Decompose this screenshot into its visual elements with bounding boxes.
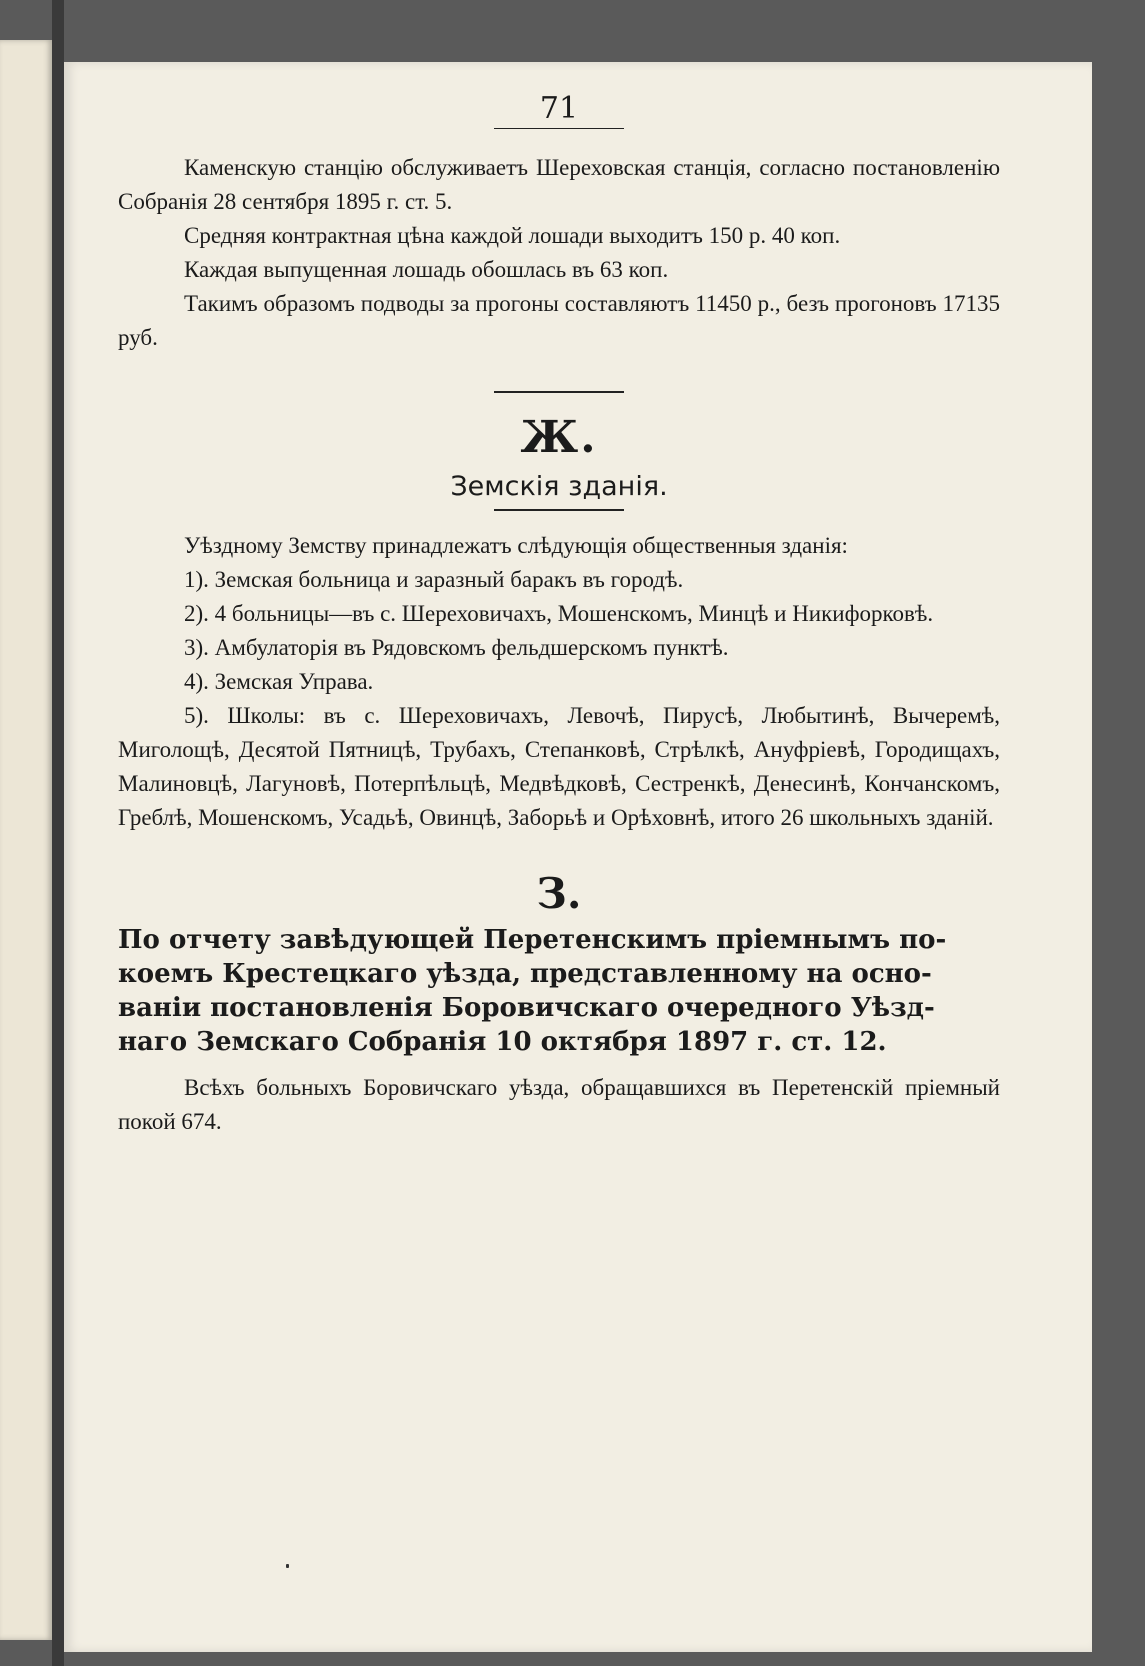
paragraph-kamenskaya-station: Каменскую станцію обслуживаетъ Шереховская станція, согласно постановленію Собранія 28 сентября 1895 г. ст. 5.	[118, 155, 1000, 214]
list-item-ambulatory: 3). Амбулаторія въ Рядовскомъ фельдшерскомъ пунктѣ.	[184, 635, 729, 660]
book-gutter	[52, 0, 64, 1666]
page-number: 71	[494, 92, 624, 129]
list-item-zemstvo-board: 4). Земская Управа.	[184, 669, 374, 694]
heading-line: ваніи постановленія Боровичскаго очередного Уѣзд-	[118, 993, 935, 1023]
list-item-schools: 5). Школы: въ с. Шереховичахъ, Левочѣ, Пирусѣ, Любытинѣ, Вычеремѣ, Миголощѣ, Десятой Пятницѣ, Трубахъ, Степанковѣ, Стрѣлкѣ, Ануфріевѣ, Городищахъ, Малиновцѣ, Лагуновѣ, Потерпѣльцѣ, Медвѣдковѣ, Сестренкѣ, Денесинѣ, Кончанскомъ, Греблѣ, Мошенскомъ, Усадьѣ, Овинцѣ, Заборьѣ и Орѣховнѣ, итого 26 школьныхъ зданій.	[118, 703, 1000, 830]
heading-line: По отчету завѣдующей Перетенскимъ пріемнымъ по-	[118, 925, 947, 955]
previous-page-edge	[0, 40, 52, 1640]
section-letter-z: З.	[536, 869, 582, 918]
document-page	[64, 62, 1092, 1652]
section-title-zemstvo-buildings: Земскія зданія.	[450, 471, 668, 502]
section-letter-zh: Ж.	[520, 412, 598, 463]
paragraph-average-price: Средняя контрактная цѣна каждой лошади выходитъ 150 р. 40 коп.	[184, 223, 841, 248]
section-divider	[494, 391, 624, 393]
list-item-hospital: 1). Земская больница и заразный баракъ въ городѣ.	[184, 567, 684, 592]
print-speck	[286, 1564, 289, 1568]
paragraph-horse-cost: Каждая выпущенная лошадь обошлась въ 63 коп.	[184, 257, 669, 282]
page-content	[118, 92, 1000, 1139]
paragraph-patients-count: Всѣхъ больныхъ Боровичскаго уѣзда, обращавшихся въ Перетенскій пріемный покой 674.	[118, 1075, 1000, 1134]
heading-line: коемъ Крестецкаго уѣзда, представленному на осно-	[118, 959, 932, 989]
title-underline	[494, 509, 624, 511]
paragraph-total-cost: Такимъ образомъ подводы за прогоны составляютъ 11450 р., безъ прогоновъ 17135 руб.	[118, 291, 1000, 350]
heading-line: наго Земскаго Собранія 10 октября 1897 г. ст. 12.	[118, 1027, 887, 1057]
section-heading-peretenka-report	[118, 923, 1000, 1059]
paragraph-buildings-intro: Уѣздному Земству принадлежатъ слѣдующія общественныя зданія:	[184, 533, 848, 558]
list-item-hospitals: 2). 4 больницы—въ с. Шереховичахъ, Мошенскомъ, Минцѣ и Никифорковѣ.	[184, 601, 934, 626]
